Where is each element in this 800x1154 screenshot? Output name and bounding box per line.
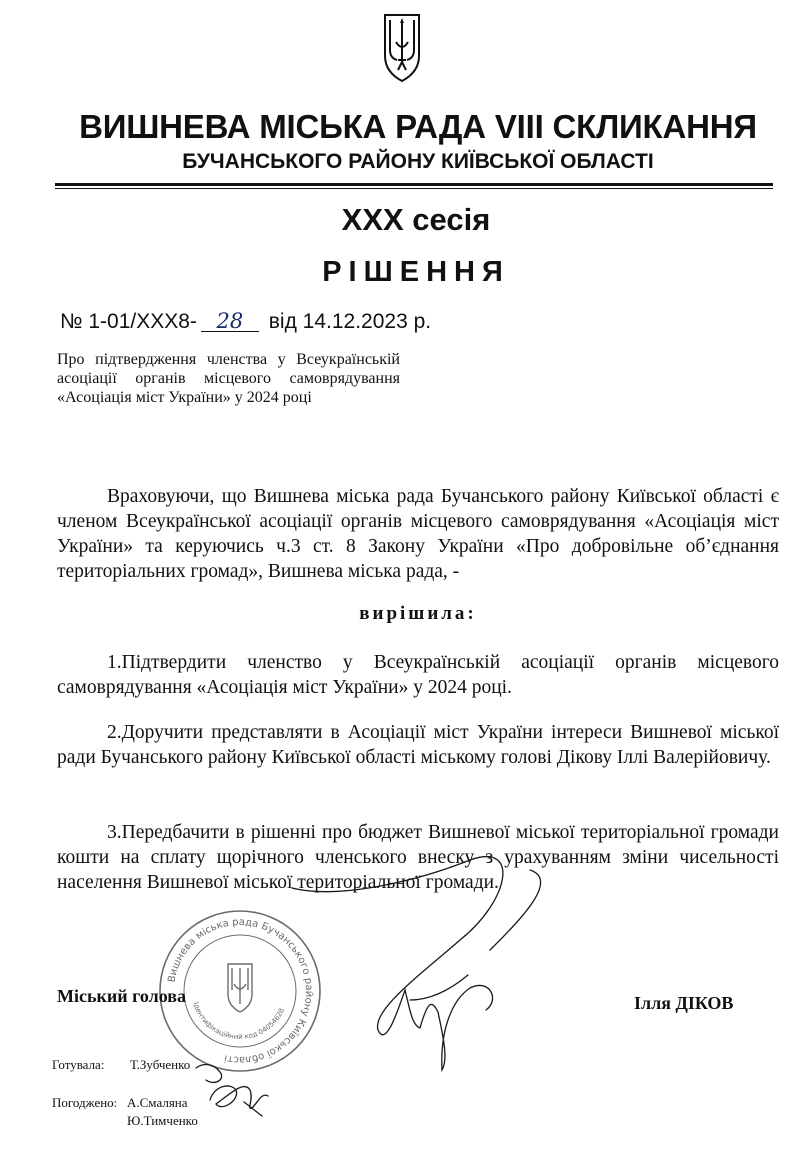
trident-emblem-icon xyxy=(382,12,422,84)
prepared-by-name: Т.Зубченко xyxy=(130,1057,191,1072)
seal-code-text: Ідентифікаційний код 04054628 xyxy=(191,1001,287,1042)
seal-emblem-icon xyxy=(228,964,252,1012)
considering-paragraph xyxy=(57,484,779,584)
resolution-item xyxy=(57,720,779,770)
decision-number-handwritten: 28 xyxy=(201,311,259,332)
header-rule-thick xyxy=(55,183,773,186)
agreed-by-name: Ю.Тимченко xyxy=(127,1113,198,1128)
decision-number-prefix: № 1-01/ХХХ8- xyxy=(60,310,197,333)
resolution-item-text: 2.Доручити представляти в Асоціації міст України інтереси Вишневої міської ради Бучанського району Київської області міському голові Дікову Іллі Валерійовичу. xyxy=(57,722,779,768)
header-rule-thin xyxy=(55,188,773,189)
council-subtitle: БУЧАНСЬКОГО РАЙОНУ КИЇВСЬКОЇ ОБЛАСТІ xyxy=(182,150,654,173)
session-title: ХХХ сесія xyxy=(341,202,491,237)
prepared-by-label: Готувала: xyxy=(52,1057,105,1072)
resolution-item xyxy=(57,820,779,895)
decision-subject: Про підтвердження членства у Всеукраїнській асоціації органів місцевого самоврядування «Асоціація міст України» у 2024 році xyxy=(57,351,400,406)
decision-date: від 14.12.2023 р. xyxy=(268,310,432,333)
resolution-item xyxy=(57,650,779,700)
resolution-item-text: 3.Передбачити в рішенні про бюджет Вишневої міської територіальної громади кошти на сплату щорічного членського внеску з урахуванням зміни чисельності населення Вишневої міської територіальної громади. xyxy=(57,822,779,893)
seal-ring-text: Вишнева міська рада Бучанського району Київської області xyxy=(166,916,315,1066)
agreed-by-name: А.Смаляна xyxy=(127,1095,188,1110)
document-title: РІШЕННЯ xyxy=(322,256,510,288)
decided-heading: вирішила: xyxy=(359,603,477,624)
council-title: ВИШНЕВА МІСЬКА РАДА VIII СКЛИКАННЯ xyxy=(79,108,757,145)
considering-text: Враховуючи, що Вишнева міська рада Бучанського району Київської області є членом Всеукраїнської асоціації органів місцевого самоврядування «Асоціація міст України» та керуючись ч.3 ст. 8 Закону України «Про добровільне об’єднання територіальних громад», Вишнева міська рада, - xyxy=(57,486,779,582)
approver-signature-icon xyxy=(210,1086,268,1116)
resolution-item-text: 1.Підтвердити членство у Всеукраїнській асоціації органів місцевого самоврядування «Асоціація міст України» у 2024 році. xyxy=(57,652,779,698)
decision-number-line xyxy=(60,310,431,334)
mayor-title-label: Міський голова xyxy=(57,986,186,1006)
agreed-by-label: Погоджено: xyxy=(52,1095,118,1110)
mayor-name: Ілля ДІКОВ xyxy=(634,993,734,1013)
